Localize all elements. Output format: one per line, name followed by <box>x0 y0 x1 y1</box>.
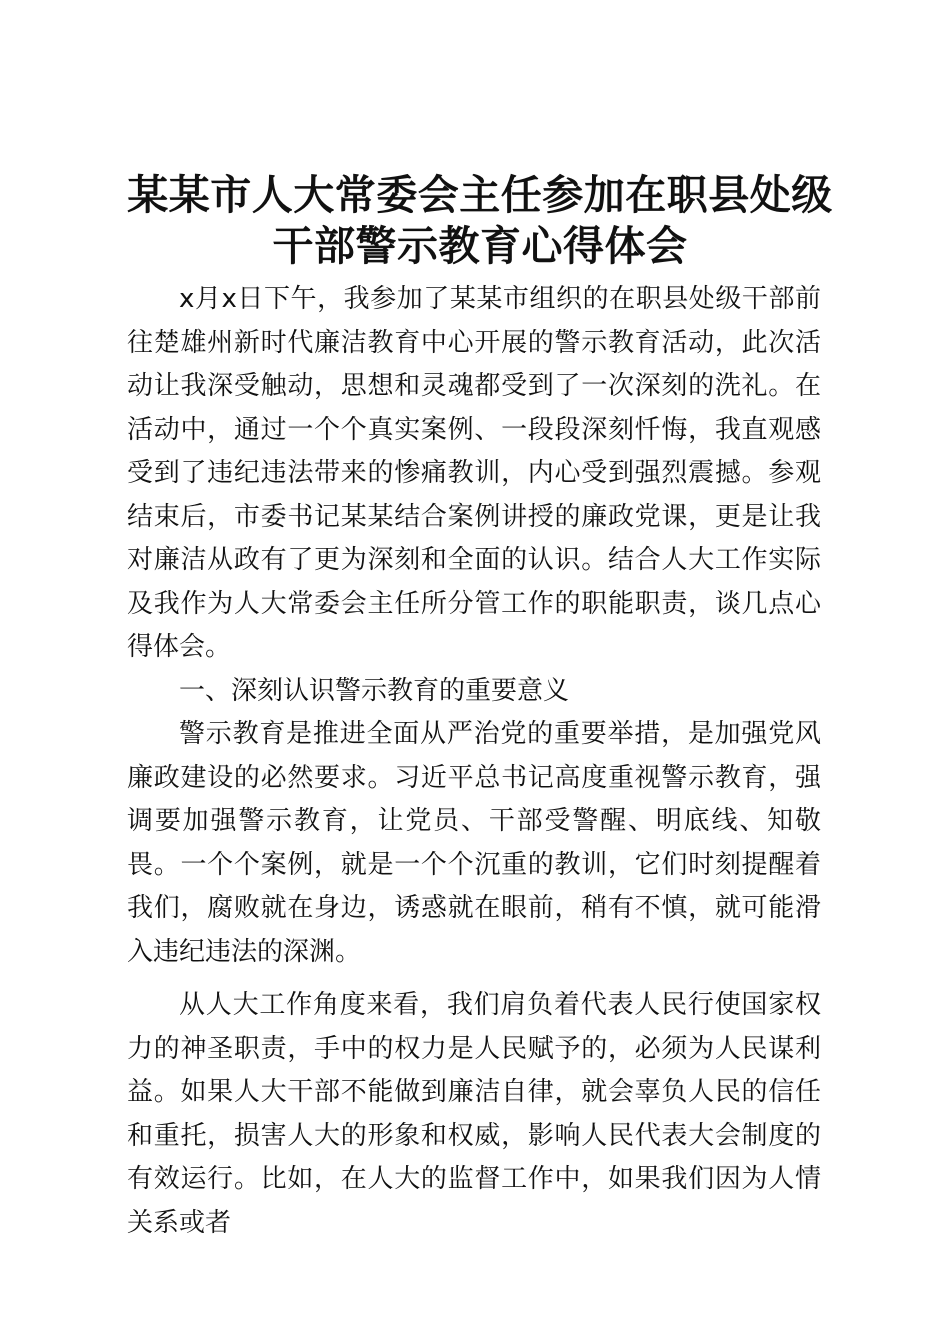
paragraph-npc-perspective: 从人大工作角度来看，我们肩负着代表人民行使国家权力的神圣职责，手中的权力是人民赋予的，必须为人民谋利益。如果人大干部不能做到廉洁自律，就会辜负人民的信任和重托，损害人大的形象和权威，影响人民代表大会制度的有效运行。比如，在人大的监督工作中，如果我们因为人情关系或者 <box>127 990 821 1238</box>
document-title <box>100 170 860 272</box>
title-line-1: 某某市人大常委会主任参加在职县处级 <box>127 171 833 219</box>
paragraph-intro: x月x日下午，我参加了某某市组织的在职县处级干部前往楚雄州新时代廉洁教育中心开展的警示教育活动，此次活动让我深受触动，思想和灵魂都受到了一次深刻的洗礼。在活动中，通过一个个真实案例、一段段深刻忏悔，我直观感受到了违纪违法带来的惨痛教训，内心受到强烈震撼。参观结束后，市委书记某某结合案例讲授的廉政党课，更是让我对廉洁从政有了更为深刻和全面的认识。结合人大工作实际及我作为人大常委会主任所分管工作的职能职责，谈几点心得体会。 <box>127 284 821 662</box>
paragraph-significance: 警示教育是推进全面从严治党的重要举措，是加强党风廉政建设的必然要求。习近平总书记高度重视警示教育，强调要加强警示教育，让党员、干部受警醒、明底线、知敬畏。一个个案例，就是一个个沉重的教训，它们时刻提醒着我们，腐败就在身边，诱惑就在眼前，稍有不慎，就可能滑入违纪违法的深渊。 <box>127 719 821 967</box>
section-heading: 一、深刻认识警示教育的重要意义 <box>179 675 570 706</box>
title-line-2: 干部警示教育心得体会 <box>272 222 688 270</box>
document-body <box>127 278 821 1245</box>
